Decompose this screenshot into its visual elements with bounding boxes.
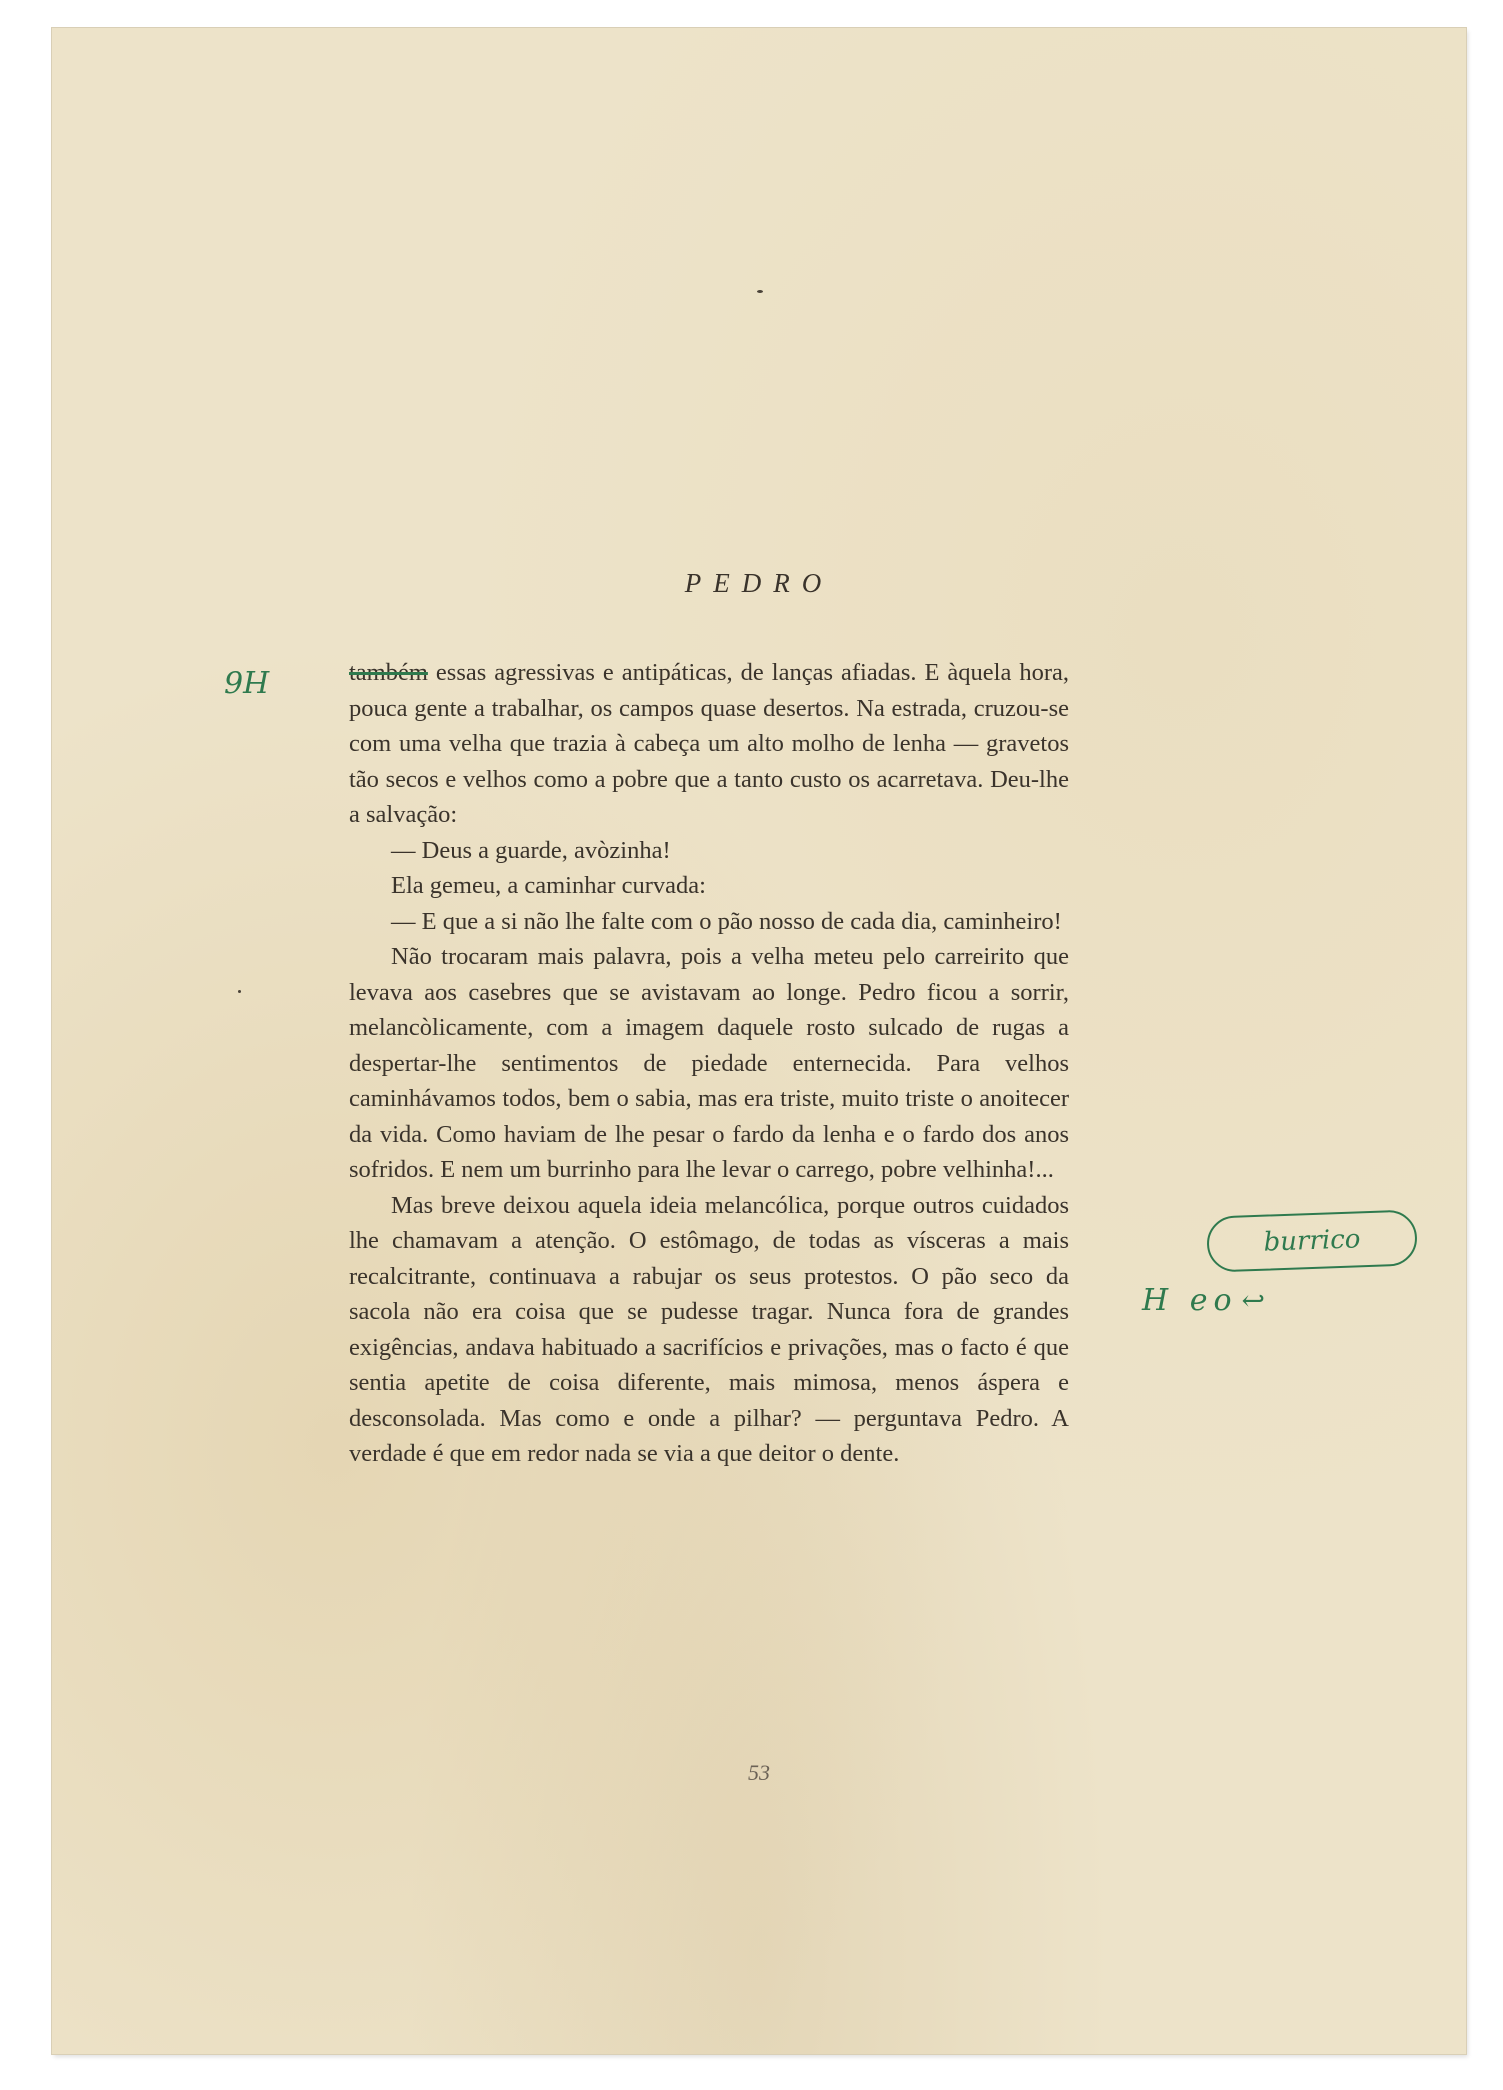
paragraph (349, 655, 1069, 833)
chapter-title: PEDRO (684, 568, 834, 598)
paragraph: — Deus a guarde, avòzinha! (391, 836, 671, 864)
paragraph: — E que a si não lhe falte com o pão nosso de cada dia, caminheiro! (391, 907, 1062, 935)
correction-note-text: H eo (1142, 1283, 1238, 1318)
arrow-left-icon: ↩ (1241, 1284, 1271, 1317)
correction-word: burrico (1263, 1224, 1361, 1258)
paragraph: Ela gemeu, a caminhar curvada: (391, 872, 706, 899)
struck-word: também (349, 659, 428, 686)
paragraph: Mas breve deixou aquela ideia melancólica, porque outros cuidados lhe chamavam a atenção. O estômago, de todas as vísceras a mais recalcitrante, continuava a rabujar os seus protestos. O pão seco da sacola não era coisa que se pudesse tragar. Nunca fora de grandes exigências, andava habituado a sacrifícios e privações, mas o facto é que sentia apetite de coisa diferente, mais mimosa, menos áspera e desconsolada. Mas como e onde a pilhar? — perguntava Pedro. A verdade é que em redor nada se via a que deitor o dente. (349, 1191, 1069, 1467)
handwritten-correction-note (1142, 1283, 1271, 1318)
handwritten-margin-mark: H6 (224, 663, 270, 698)
ink-speck (757, 290, 763, 293)
paragraph-text: essas agressivas e antipáticas, de lanças afiadas. E àquela hora, pouca gente a trabalhar, os campos quase desertos. Na estrada, cruzou-se com uma velha que trazia à cabeça um alto molho de lenha — gravetos tão secos e velhos como a pobre que a tanto custo os acarretava. Deu-lhe a salvação: (349, 659, 1069, 828)
document-page (52, 28, 1466, 2054)
page-number: 53 (748, 1760, 770, 1785)
handwritten-correction-bubble (1206, 1209, 1418, 1272)
ink-speck (238, 990, 241, 993)
paragraph: Não trocaram mais palavra, pois a velha meteu pelo carreirito que levava aos casebres que se avistavam ao longe. Pedro ficou a sorrir, melancòlicamente, com a imagem daquele rosto sulcado de rugas a despertar-lhe sentimentos de piedade enternecida. Para velhos caminhávamos todos, bem o sabia, mas era triste, muito triste o anoitecer da vida. Como haviam de lhe pesar o fardo da lenha e o fardo dos anos sofridos. E nem um burrinho para lhe levar o carrego, pobre velhinha!... (349, 943, 1069, 1183)
body-text (349, 655, 1069, 1472)
